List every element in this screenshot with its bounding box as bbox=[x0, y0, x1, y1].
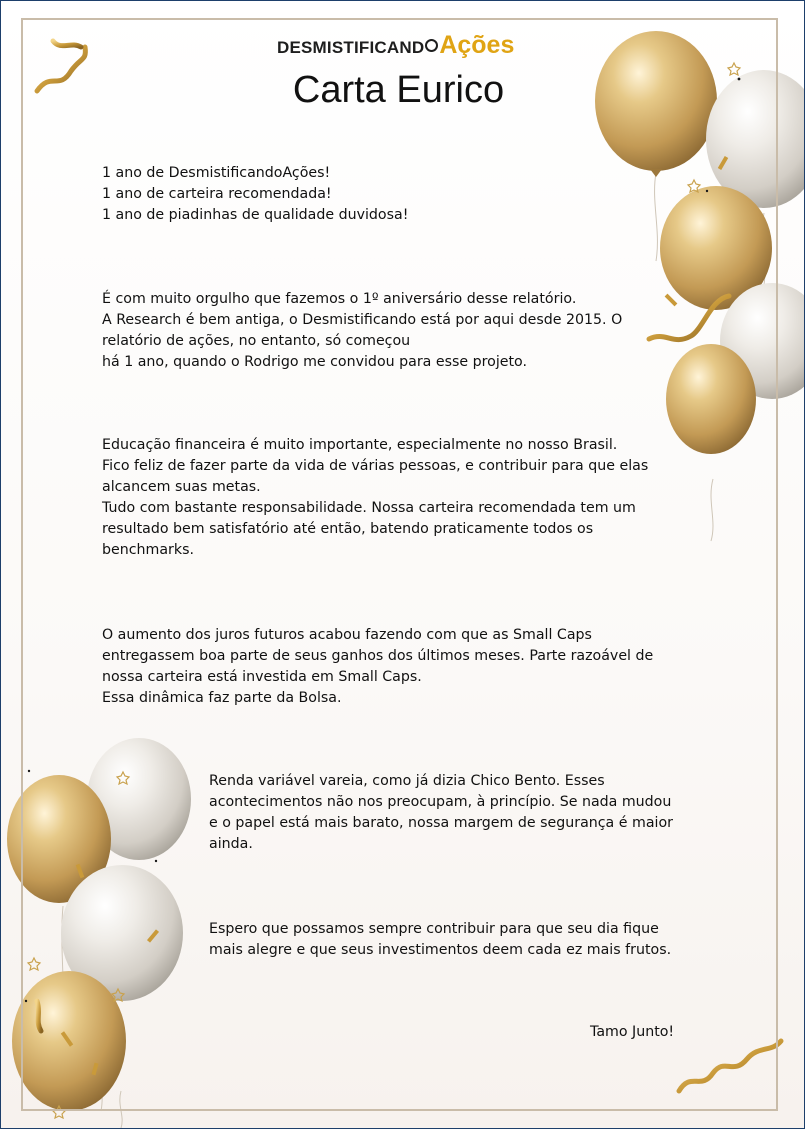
text-line: entregassem boa parte de seus ganhos dos últimos meses. Parte razoável de bbox=[102, 648, 654, 664]
text-line: Fico feliz de fazer parte da vida de várias pessoas, e contribuir para que elas bbox=[102, 458, 649, 474]
signoff: Tamo Junto! bbox=[590, 1024, 675, 1040]
text-line: alcancem suas metas. bbox=[102, 479, 261, 495]
magnifier-icon bbox=[425, 39, 438, 52]
text-line: A Research é bem antiga, o Desmistificando está por aqui desde 2015. O bbox=[102, 312, 623, 328]
letter-title: Carta Eurico bbox=[292, 69, 505, 111]
text-line: mais alegre e que seus investimentos deem cada ez mais frutos. bbox=[209, 942, 672, 958]
paragraph-5 bbox=[209, 771, 673, 855]
text-line: Tudo com bastante responsabilidade. Nossa carteira recomendada tem um bbox=[102, 500, 636, 516]
logo-wordmark: DESMISTIFICAND bbox=[277, 38, 425, 57]
text-line: há 1 ano, quando o Rodrigo me convidou para esse projeto. bbox=[102, 354, 527, 370]
text-line: acontecimentos não nos preocupam, à princípio. Se nada mudou bbox=[209, 794, 672, 810]
text-line: nossa carteira está investida em Small Caps. bbox=[102, 669, 422, 685]
brand-logo bbox=[277, 31, 514, 60]
text-line: É com muito orgulho que fazemos o 1º aniversário desse relatório. bbox=[102, 291, 577, 307]
text-line: 1 ano de DesmistificandoAções! bbox=[102, 165, 331, 181]
text-line: 1 ano de piadinhas de qualidade duvidosa! bbox=[102, 207, 409, 223]
text-line: resultado bem satisfatório até então, batendo praticamente todos os bbox=[102, 521, 594, 537]
text-line: relatório de ações, no entanto, só começou bbox=[102, 333, 411, 349]
text-line: Espero que possamos sempre contribuir para que seu dia fique bbox=[209, 921, 659, 937]
text-line: Essa dinâmica faz parte da Bolsa. bbox=[102, 690, 342, 706]
text-line: benchmarks. bbox=[102, 542, 194, 558]
paragraph-1 bbox=[102, 163, 408, 226]
text-line: ainda. bbox=[209, 836, 253, 852]
text-line: O aumento dos juros futuros acabou fazendo com que as Small Caps bbox=[102, 627, 592, 643]
paragraph-2 bbox=[102, 289, 622, 373]
logo-accent: Ações bbox=[439, 31, 515, 59]
paragraph-6 bbox=[209, 919, 671, 961]
text-line: Educação financeira é muito importante, especialmente no nosso Brasil. bbox=[102, 437, 618, 453]
text-line: 1 ano de carteira recomendada! bbox=[102, 186, 332, 202]
text-line: Renda variável vareia, como já dizia Chico Bento. Esses bbox=[209, 773, 605, 789]
paragraph-4 bbox=[102, 625, 653, 709]
text-line: e o papel está mais barato, nossa margem de segurança é maior bbox=[209, 815, 673, 831]
paragraph-3 bbox=[102, 435, 648, 561]
